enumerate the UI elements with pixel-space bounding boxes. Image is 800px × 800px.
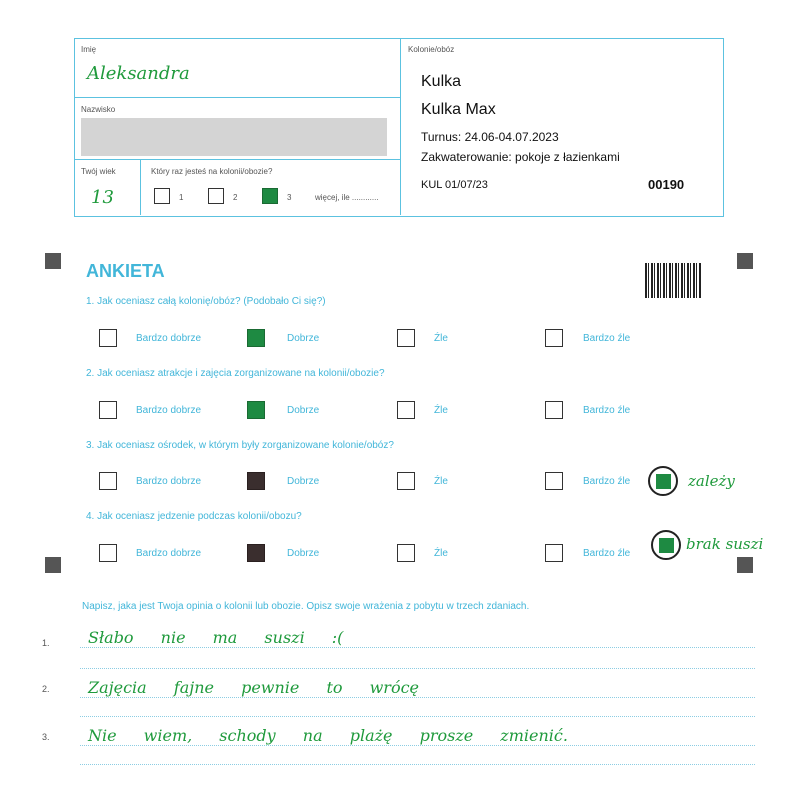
answer-line-number: 2. xyxy=(42,684,50,694)
registration-marker xyxy=(737,557,753,573)
q1-option-bad-checkbox[interactable] xyxy=(397,329,415,347)
q4-handwritten-circle-mark xyxy=(651,530,681,560)
camp-name-variant: Kulka Max xyxy=(421,101,496,118)
q2-option-very-good-checkbox[interactable] xyxy=(99,401,117,419)
q3-option-very-good-checkbox[interactable] xyxy=(99,472,117,490)
registration-marker xyxy=(45,557,61,573)
q3-option-bad-checkbox[interactable] xyxy=(397,472,415,490)
surname-label: Nazwisko xyxy=(81,105,116,114)
option-label: Bardzo źle xyxy=(583,548,631,559)
q3-option-very-bad-checkbox[interactable] xyxy=(545,472,563,490)
divider xyxy=(400,39,401,215)
q3-handwritten-circle-mark xyxy=(648,466,678,496)
q1-option-very-bad-checkbox[interactable] xyxy=(545,329,563,347)
answer-dotted-line xyxy=(80,716,755,717)
option-label: Bardzo dobrze xyxy=(136,333,202,344)
option-label: Bardzo źle xyxy=(583,333,631,344)
q2-option-bad-checkbox[interactable] xyxy=(397,401,415,419)
accommodation-text: Zakwaterowanie: pokoje z łazienkami xyxy=(421,150,620,164)
times-option-label: 3 xyxy=(287,193,292,202)
option-label: Dobrze xyxy=(287,405,320,416)
q1-option-good-checkbox[interactable] xyxy=(247,329,265,347)
answer-line-3[interactable]: Nie wiem, schody na plażę prosze zmienić. xyxy=(88,726,568,745)
survey-title: ANKIETA xyxy=(86,261,165,281)
answer-dotted-line xyxy=(80,697,755,698)
times-option-label: 2 xyxy=(233,193,238,202)
times-option-label: 1 xyxy=(179,193,184,202)
registration-marker xyxy=(737,253,753,269)
barcode xyxy=(645,263,701,298)
divider xyxy=(75,159,400,160)
q2-option-very-bad-checkbox[interactable] xyxy=(545,401,563,419)
answer-line-2[interactable]: Zajęcia fajne pewnie to wrócę xyxy=(88,678,420,697)
option-label: Źle xyxy=(434,548,448,559)
answer-line-1[interactable]: Słabo nie ma suszi :( xyxy=(88,628,344,647)
answer-dotted-line xyxy=(80,764,755,765)
form-number: 00190 xyxy=(648,177,685,192)
answer-dotted-line xyxy=(80,745,755,746)
question-text: 3. Jak oceniasz ośrodek, w którym były zorganizowane kolonie/obóz? xyxy=(86,440,394,451)
turnus-text: Turnus: 24.06-04.07.2023 xyxy=(421,130,559,144)
q3-handwritten-note: zależy xyxy=(688,472,735,490)
opinion-prompt: Napisz, jaka jest Twoja opinia o kolonii lub obozie. Opisz swoje wrażenia z pobytu w trzech zdaniach. xyxy=(82,601,530,612)
age-value[interactable]: 13 xyxy=(91,187,114,208)
camp-code: KUL 01/07/23 xyxy=(421,179,488,191)
times-label: Który raz jesteś na kolonii/obozie? xyxy=(151,167,273,176)
divider xyxy=(140,159,141,215)
option-label: Bardzo dobrze xyxy=(136,405,202,416)
q1-option-very-good-checkbox[interactable] xyxy=(99,329,117,347)
option-label: Źle xyxy=(434,476,448,487)
surname-redacted-field[interactable] xyxy=(81,118,387,156)
question-text: 1. Jak oceniasz całą kolonię/obóz? (Podobało Ci się?) xyxy=(86,296,326,307)
times-checkbox-3[interactable] xyxy=(262,188,278,204)
first-name-label: Imię xyxy=(81,45,97,54)
option-label: Bardzo źle xyxy=(583,405,631,416)
first-name-value[interactable]: Aleksandra xyxy=(87,63,190,84)
times-option-more-label: więcej, ile ............ xyxy=(315,193,379,202)
option-label: Bardzo dobrze xyxy=(136,476,202,487)
q4-handwritten-note: brak suszi xyxy=(686,535,764,553)
answer-line-number: 3. xyxy=(42,732,50,742)
times-checkbox-2[interactable] xyxy=(208,188,224,204)
q3-option-good-checkbox[interactable] xyxy=(247,472,265,490)
option-label: Bardzo dobrze xyxy=(136,548,202,559)
option-label: Źle xyxy=(434,333,448,344)
option-label: Bardzo źle xyxy=(583,476,631,487)
q2-option-good-checkbox[interactable] xyxy=(247,401,265,419)
q4-option-very-bad-checkbox[interactable] xyxy=(545,544,563,562)
times-checkbox-1[interactable] xyxy=(154,188,170,204)
answer-dotted-line xyxy=(80,668,755,669)
option-label: Dobrze xyxy=(287,548,320,559)
divider xyxy=(75,97,400,98)
option-label: Dobrze xyxy=(287,333,320,344)
option-label: Dobrze xyxy=(287,476,320,487)
q4-option-bad-checkbox[interactable] xyxy=(397,544,415,562)
camp-label: Kolonie/obóz xyxy=(408,45,455,54)
question-text: 4. Jak oceniasz jedzenie podczas kolonii/obozu? xyxy=(86,511,302,522)
age-label: Twój wiek xyxy=(81,167,116,176)
answer-dotted-line xyxy=(80,647,755,648)
option-label: Źle xyxy=(434,405,448,416)
question-text: 2. Jak oceniasz atrakcje i zajęcia zorganizowane na kolonii/obozie? xyxy=(86,368,385,379)
q4-option-good-checkbox[interactable] xyxy=(247,544,265,562)
header-form xyxy=(74,38,724,217)
answer-line-number: 1. xyxy=(42,638,50,648)
q4-option-very-good-checkbox[interactable] xyxy=(99,544,117,562)
camp-name: Kulka xyxy=(421,73,462,90)
registration-marker xyxy=(45,253,61,269)
